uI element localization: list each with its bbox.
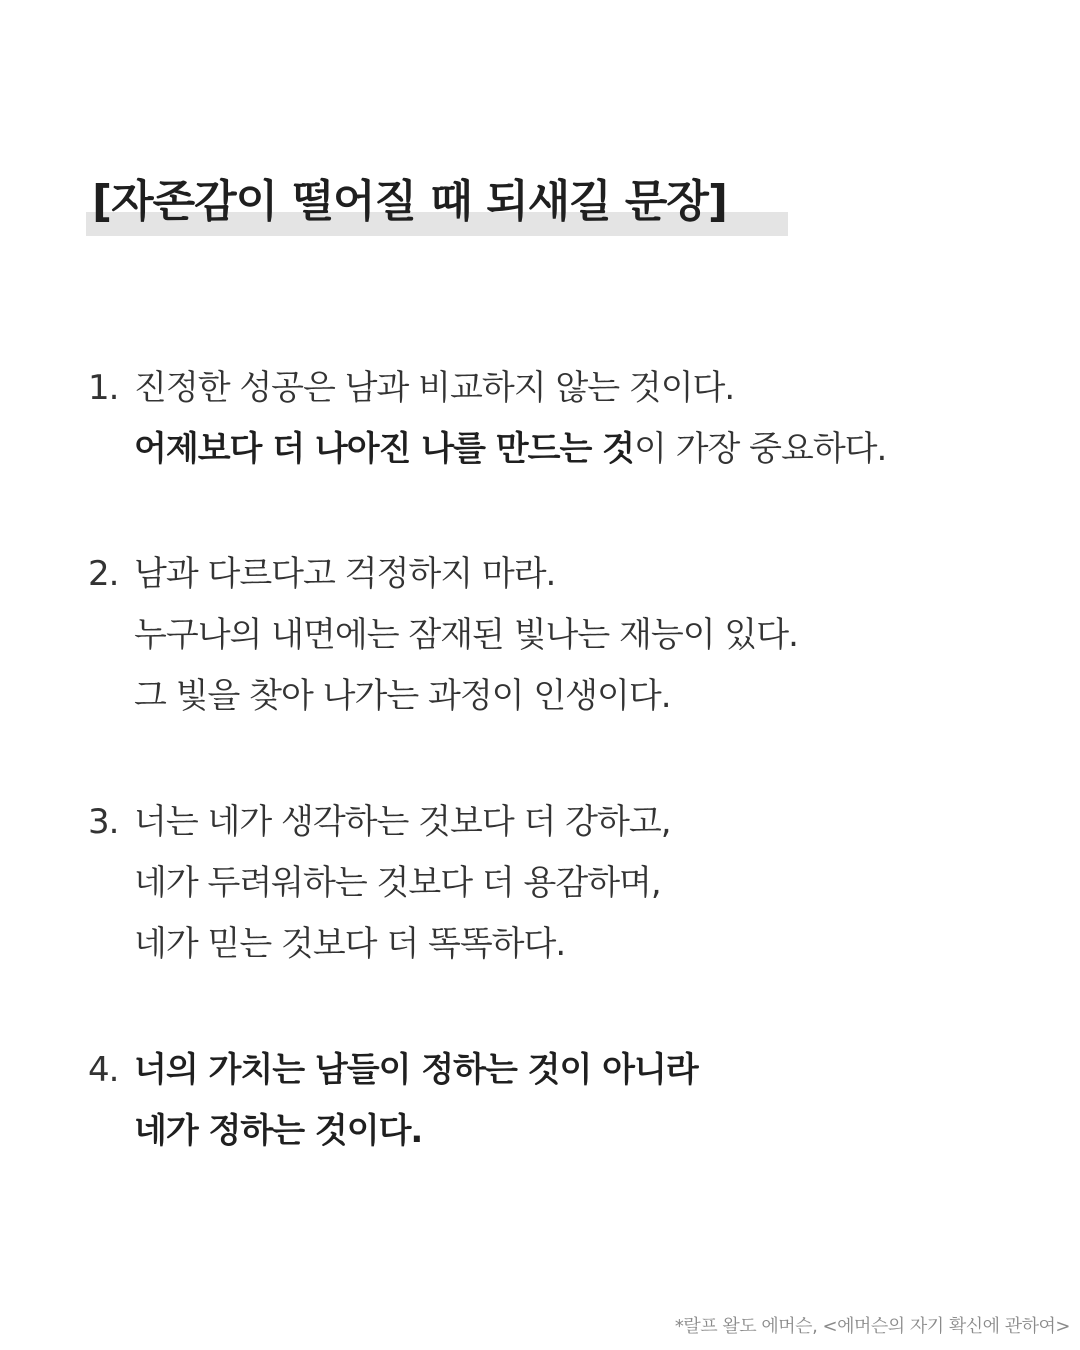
list-item-3	[88, 792, 1048, 975]
item-3-line-2: 네가 두려워하는 것보다 더 용감하며,	[134, 863, 661, 903]
item-1-line-2	[88, 419, 1048, 480]
item-1-line-1	[88, 358, 1048, 419]
item-4-line-2: 네가 정하는 것이다.	[134, 1111, 423, 1151]
item-4-line-1	[88, 1040, 1048, 1101]
item-number: 4.	[88, 1050, 119, 1090]
item-text: 너는 네가 생각하는 것보다 더 강하고,	[134, 802, 671, 842]
list-item-2	[88, 544, 1048, 727]
item-number: 1.	[88, 368, 119, 408]
item-2-line-3: 그 빛을 찾아 나가는 과정이 인생이다.	[134, 676, 671, 716]
item-number: 2.	[88, 554, 119, 594]
emphasis-text: 어제보다 더 나아진 나를 만드는 것	[134, 429, 634, 469]
item-text: 남과 다르다고 걱정하지 마라.	[134, 554, 556, 594]
emphasis-text: 너의 가치는 남들이 정하는 것이 아니라	[134, 1050, 698, 1090]
source-citation: *랄프 왈도 에머슨, <에머슨의 자기 확신에 관하여>	[674, 1316, 1070, 1337]
item-2-line-2: 누구나의 내면에는 잠재된 빛나는 재능이 있다.	[134, 615, 798, 655]
list-item-4	[88, 1040, 1048, 1162]
item-text: 진정한 성공은 남과 비교하지 않는 것이다.	[134, 368, 735, 408]
item-3-line-1	[88, 792, 1048, 853]
item-3-line-3: 네가 믿는 것보다 더 똑똑하다.	[134, 924, 566, 964]
item-number: 3.	[88, 802, 119, 842]
item-2-line-1	[88, 544, 1048, 605]
item-text: 이 가장 중요하다.	[634, 429, 887, 469]
title-block	[86, 166, 790, 238]
list-item-1	[88, 358, 1048, 480]
page-title: [자존감이 떨어질 때 되새길 문장]	[92, 176, 728, 227]
